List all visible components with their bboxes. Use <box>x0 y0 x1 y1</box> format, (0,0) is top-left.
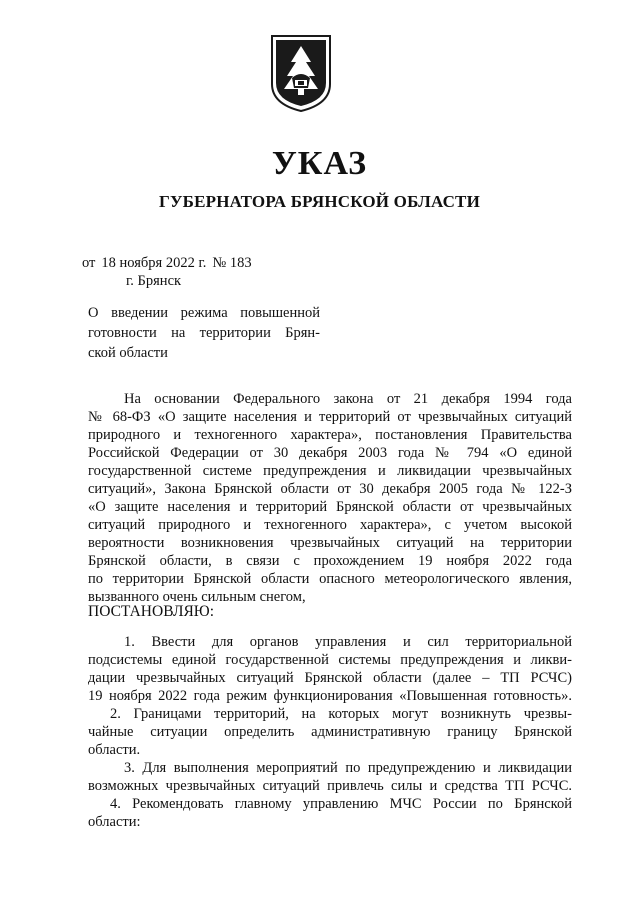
preamble-line: государственной системе предупреждения и ликвидации чрезвычайных <box>88 463 572 479</box>
decree-items <box>88 633 572 831</box>
document-number: № 183 <box>212 255 252 271</box>
preamble-line: по территории Брянской области опасного метеорологического явления, <box>88 571 572 587</box>
preamble-line: Брянской области, в связи с прохождением 19 ноября 2022 года <box>88 553 572 569</box>
preamble-line: Российской Федерации от 30 декабря 2003 года № 794 «О единой <box>88 445 572 461</box>
item-2-line: чайные ситуации определить административную границу Брянской <box>88 724 572 740</box>
subject-line: готовности на территории Брян- <box>88 325 320 341</box>
preamble-line: вероятности возникновения чрезвычайных ситуаций на территории <box>88 535 572 551</box>
item-3-line: 3. Для выполнения мероприятий по предупреждению и ликвидации <box>124 760 572 776</box>
decree-word: ПОСТАНОВЛЯЮ: <box>88 603 215 620</box>
date-prefix: от <box>82 255 96 271</box>
preamble-line: № 68-ФЗ «О защите населения и территорий от чрезвычайных ситуаций <box>88 409 572 425</box>
document-issuer: ГУБЕРНАТОРА БРЯНСКОЙ ОБЛАСТИ <box>158 192 481 211</box>
document-subject <box>88 303 320 363</box>
document-date: 18 ноября 2022 г. <box>101 255 207 271</box>
preamble-line: вызванного очень сильным снегом, <box>88 589 306 605</box>
item-1-line: 19 ноября 2022 года режим функционирования «Повышенная готовность». <box>88 688 572 704</box>
item-4-line: 4. Рекомендовать главному управлению МЧС России по Брянской <box>110 796 572 812</box>
item-1-line: 1. Ввести для органов управления и сил территориальной <box>124 634 572 650</box>
document-city: г. Брянск <box>126 273 182 289</box>
item-2-line: 2. Границами территорий, на которых могут возникнуть чрезвы- <box>110 706 572 722</box>
item-4-line: области: <box>88 814 141 830</box>
preamble-line: природного и техногенного характера», постановления Правительства <box>88 427 572 443</box>
date-line <box>82 255 258 272</box>
subject-line: О введении режима повышенной <box>88 305 320 321</box>
coat-of-arms-icon <box>268 32 334 114</box>
preamble-paragraph <box>88 390 572 606</box>
item-1-line: дации чрезвычайных ситуаций Брянской области (далее – ТП РСЧС) <box>88 670 572 686</box>
preamble-line: ситуаций природного и техногенного характера», с учетом высокой <box>88 517 572 533</box>
subject-line: ской области <box>88 345 168 361</box>
preamble-line: На основании Федерального закона от 21 декабря 1994 года <box>124 391 572 407</box>
item-3-line: возможных чрезвычайных ситуаций привлечь силы и средства ТП РСЧС. <box>88 778 572 794</box>
preamble-line: ситуаций», Закона Брянской области от 30 декабря 2005 года № 122-З <box>88 481 572 497</box>
item-2-line: области. <box>88 742 141 758</box>
item-1-line: подсистемы единой государственной системы предупреждения и ликви- <box>88 652 572 668</box>
document-title: УКАЗ <box>271 145 368 182</box>
preamble-line: «О защите населения и территорий Брянской области от чрезвычайных <box>88 499 572 515</box>
